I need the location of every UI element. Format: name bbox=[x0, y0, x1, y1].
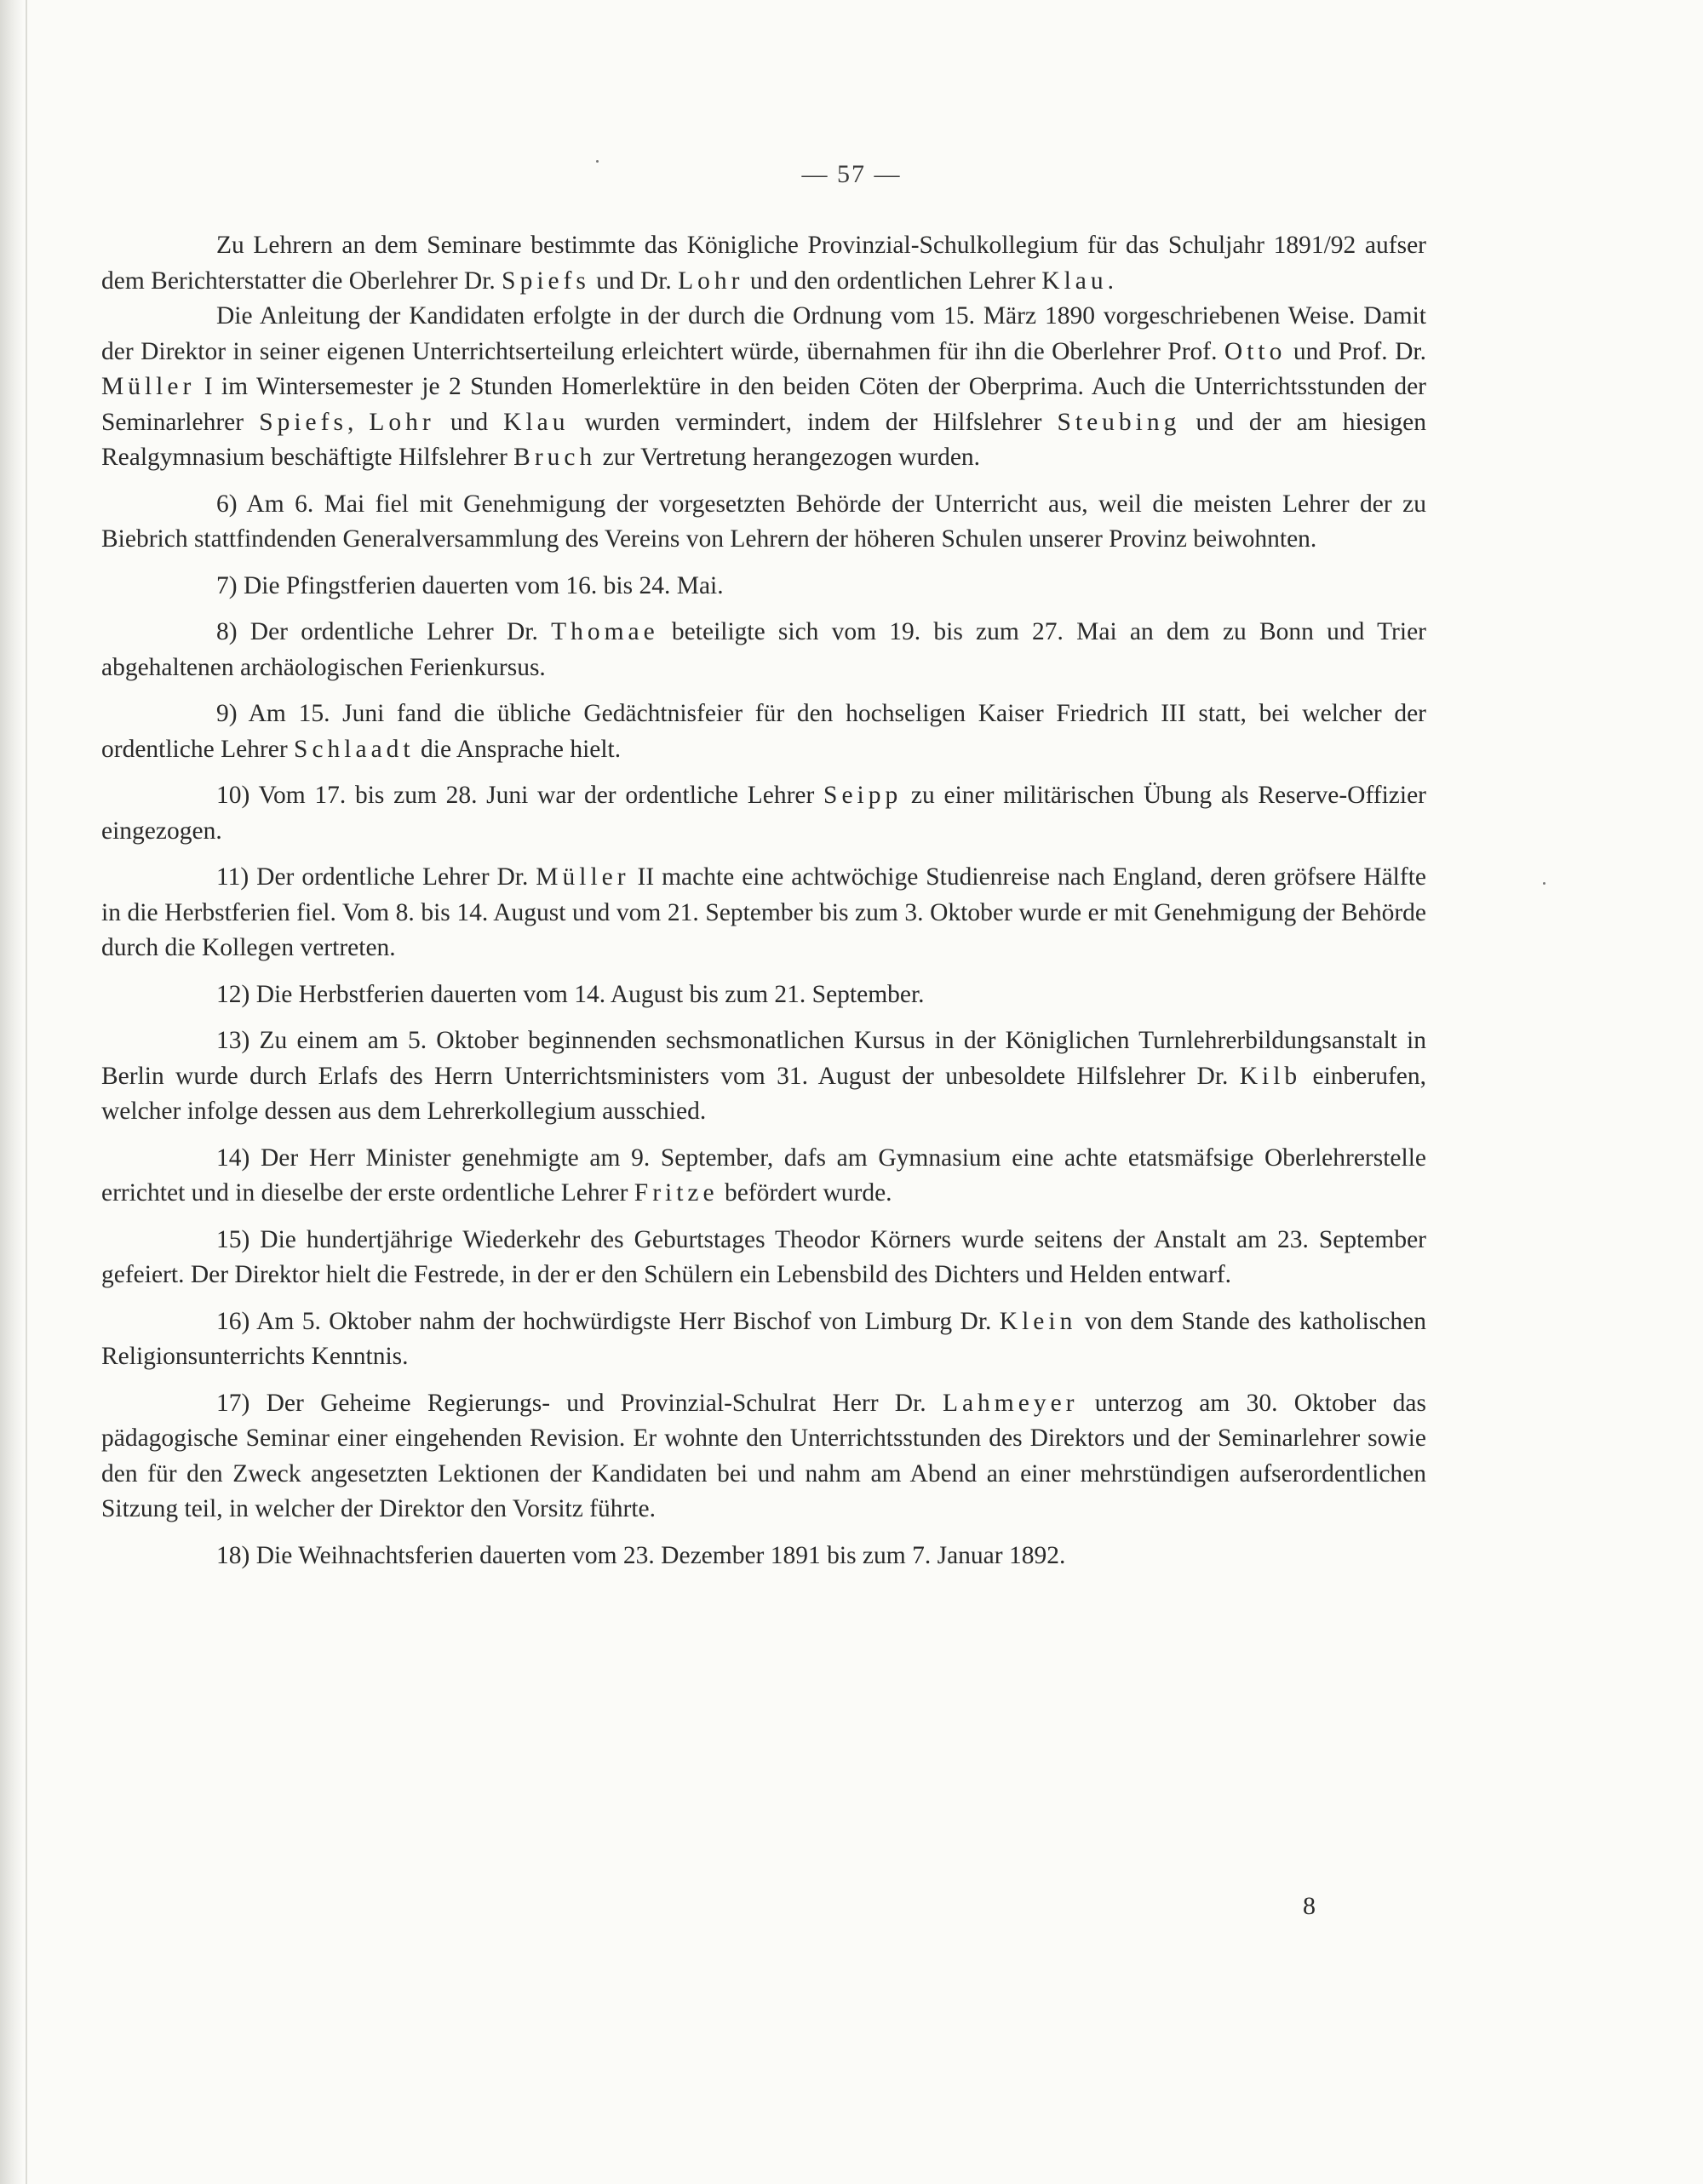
text-run: unterzog am 30. Oktober das pädagogische Seminar einer eingehenden Revision. Er wohnte den Unterrichtsstunden des Direktors und der Seminarlehrer sowie den für den Zweck angesetzten Lektionen der Kandidaten bei und nahm am Abend an einer mehrstündigen aufserordentlichen Sitzung teil, in welcher der Direktor den Vorsitz führte. bbox=[101, 1389, 1426, 1522]
text-run: befördert wurde. bbox=[718, 1179, 892, 1207]
paragraph-item-12 bbox=[101, 977, 1426, 1013]
text-run: und Prof. Dr. bbox=[1286, 337, 1426, 365]
sheet-signature-mark: 8 bbox=[1303, 1892, 1316, 1920]
document-body bbox=[101, 228, 1426, 1574]
text-run: zur Vertretung herangezogen wurden. bbox=[596, 444, 981, 471]
scan-binding-edge bbox=[0, 0, 24, 2184]
person-name: Müller bbox=[101, 373, 196, 400]
text-run: 18) Die Weihnachtsferien dauerten vom 23. Dezember 1891 bis zum 7. Januar 1892. bbox=[216, 1541, 1066, 1569]
paragraph-item-14 bbox=[101, 1141, 1426, 1212]
text-run: Die Anleitung der Kandidaten erfolgte in der durch die Ordnung vom 15. März 1890 vorgeschriebenen Weise. Damit der Direktor in seiner eigenen Unterrichtserteilung erleichtert würde, übernahmen für ihn die Oberlehrer Prof. bbox=[101, 302, 1426, 365]
person-name: Lohr bbox=[369, 408, 435, 436]
paragraph-item-17 bbox=[101, 1386, 1426, 1528]
person-name: Schlaadt bbox=[294, 735, 415, 763]
paragraph-item-15 bbox=[101, 1223, 1426, 1293]
text-run: von dem Stande des katholischen Religionsunterrichts Kenntnis. bbox=[101, 1307, 1426, 1370]
text-run: 8) Der ordentliche Lehrer Dr. bbox=[216, 618, 552, 645]
person-name: Otto bbox=[1224, 337, 1287, 365]
text-run: die Ansprache hielt. bbox=[414, 735, 622, 763]
paragraph-item-11 bbox=[101, 860, 1426, 966]
paragraph-candidate-guidance bbox=[101, 299, 1426, 476]
person-name: Bruch bbox=[513, 444, 597, 471]
person-name: Müller bbox=[536, 863, 630, 891]
text-run: , bbox=[347, 408, 370, 436]
text-run: und Dr. bbox=[589, 267, 679, 295]
paragraph-item-13 bbox=[101, 1023, 1426, 1130]
text-run: 15) Die hundertjährige Wiederkehr des Geburtstages Theodor Körners wurde seitens der Anstalt am 23. September gefeiert. Der Direktor hielt die Festrede, in der er den Schülern ein Lebensbild des Dichters und Helden entwarf. bbox=[101, 1225, 1426, 1288]
paragraph-seminar-teachers bbox=[101, 228, 1426, 299]
person-name: Spiefs bbox=[259, 408, 347, 436]
text-run: und bbox=[434, 408, 504, 436]
person-name: Thomae bbox=[551, 618, 659, 645]
person-name: Klau bbox=[503, 408, 570, 436]
person-name: Spiefs bbox=[502, 267, 590, 295]
paragraph-item-6 bbox=[101, 487, 1426, 558]
paragraph-item-16 bbox=[101, 1304, 1426, 1375]
text-run: einberufen, welcher infolge dessen aus dem Lehrerkollegium ausschied. bbox=[101, 1062, 1426, 1125]
text-run: 16) Am 5. Oktober nahm der hochwürdigste Herr Bischof von Limburg Dr. bbox=[216, 1307, 1000, 1335]
text-run: 6) Am 6. Mai fiel mit Genehmigung der vorgesetzten Behörde der Unterricht aus, weil die meisten Lehrer der zu Biebrich stattfindenden Generalversammlung des Vereins von Lehrern der höheren Schulen unserer Provinz beiwohnten. bbox=[101, 490, 1426, 553]
text-run: zu einer militärischen Übung als Reserve-Offizier eingezogen. bbox=[101, 782, 1426, 845]
person-name: Lahmeyer bbox=[942, 1389, 1079, 1417]
text-run: 11) Der ordentliche Lehrer Dr. bbox=[216, 863, 536, 891]
text-run: 7) Die Pfingstferien dauerten vom 16. bis 24. Mai. bbox=[216, 571, 724, 599]
person-name: Klau bbox=[1041, 267, 1108, 295]
paragraph-item-8 bbox=[101, 615, 1426, 685]
page-number: — 57 — bbox=[801, 160, 902, 188]
paragraph-item-18 bbox=[101, 1539, 1426, 1574]
text-run: 10) Vom 17. bis zum 28. Juni war der ordentliche Lehrer bbox=[216, 782, 824, 809]
text-run: 14) Der Herr Minister genehmigte am 9. September, dafs am Gymnasium eine achte etatsmäfsige Oberlehrerstelle errichtet und in dieselbe der erste ordentliche Lehrer bbox=[101, 1144, 1426, 1207]
text-run: 12) Die Herbstferien dauerten vom 14. August bis zum 21. September. bbox=[216, 980, 925, 1008]
text-run: 9) Am 15. Juni fand die übliche Gedächtnisfeier für den hochseligen Kaiser Friedrich III statt, bei welcher der ordentliche Lehrer bbox=[101, 700, 1426, 763]
paragraph-item-10 bbox=[101, 778, 1426, 849]
person-name: Fritze bbox=[634, 1179, 719, 1207]
text-run: Zu Lehrern an dem Seminare bestimmte das Königliche Provinzial-Schulkollegium für das Schuljahr 1891/92 aufser dem Berichterstatter die Oberlehrer Dr. bbox=[101, 232, 1426, 295]
text-run: 13) Zu einem am 5. Oktober beginnenden sechsmonatlichen Kursus in der Königlichen Turnlehrerbildungsanstalt in Berlin wurde durch Erlafs des Herrn Unterrichtsministers vom 31. August der unbesoldete Hilfslehrer Dr. bbox=[101, 1027, 1426, 1090]
text-run: beteiligte sich vom 19. bis zum 27. Mai an dem zu Bonn und Trier abgehaltenen archäologischen Ferienkursus. bbox=[101, 618, 1426, 681]
text-run: und der am hiesigen Realgymnasium beschäftigte Hilfslehrer bbox=[101, 408, 1427, 471]
person-name: Lohr bbox=[678, 267, 744, 295]
text-run: . bbox=[1107, 267, 1114, 295]
person-name: Klein bbox=[999, 1307, 1077, 1335]
text-run: 17) Der Geheime Regierungs- und Provinzial-Schulrat Herr Dr. bbox=[216, 1389, 943, 1417]
paragraph-item-7 bbox=[101, 569, 1426, 605]
paragraph-item-9 bbox=[101, 696, 1426, 767]
text-run: II machte eine achtwöchige Studienreise nach England, deren gröfsere Hälfte in die Herbstferien fiel. Vom 8. bis 14. August und vom 21. September bis zum 3. Oktober wurde er mit Genehmigung der Behörde durch die Kollegen vertreten. bbox=[101, 863, 1426, 961]
scan-shadow-line bbox=[26, 0, 27, 2184]
text-run: I im Wintersemester je 2 Stunden Homerlektüre in den beiden Cöten der Oberprima. Auch die Unterrichtsstunden der Seminarlehrer bbox=[101, 373, 1426, 436]
text-run: wurden vermindert, indem der Hilfslehrer bbox=[569, 408, 1058, 436]
text-run: und den ordentlichen Lehrer bbox=[743, 267, 1042, 295]
person-name: Seipp bbox=[823, 782, 903, 809]
person-name: Steubing bbox=[1057, 408, 1181, 436]
person-name: Kilb bbox=[1239, 1062, 1302, 1090]
print-speck bbox=[1543, 882, 1545, 885]
